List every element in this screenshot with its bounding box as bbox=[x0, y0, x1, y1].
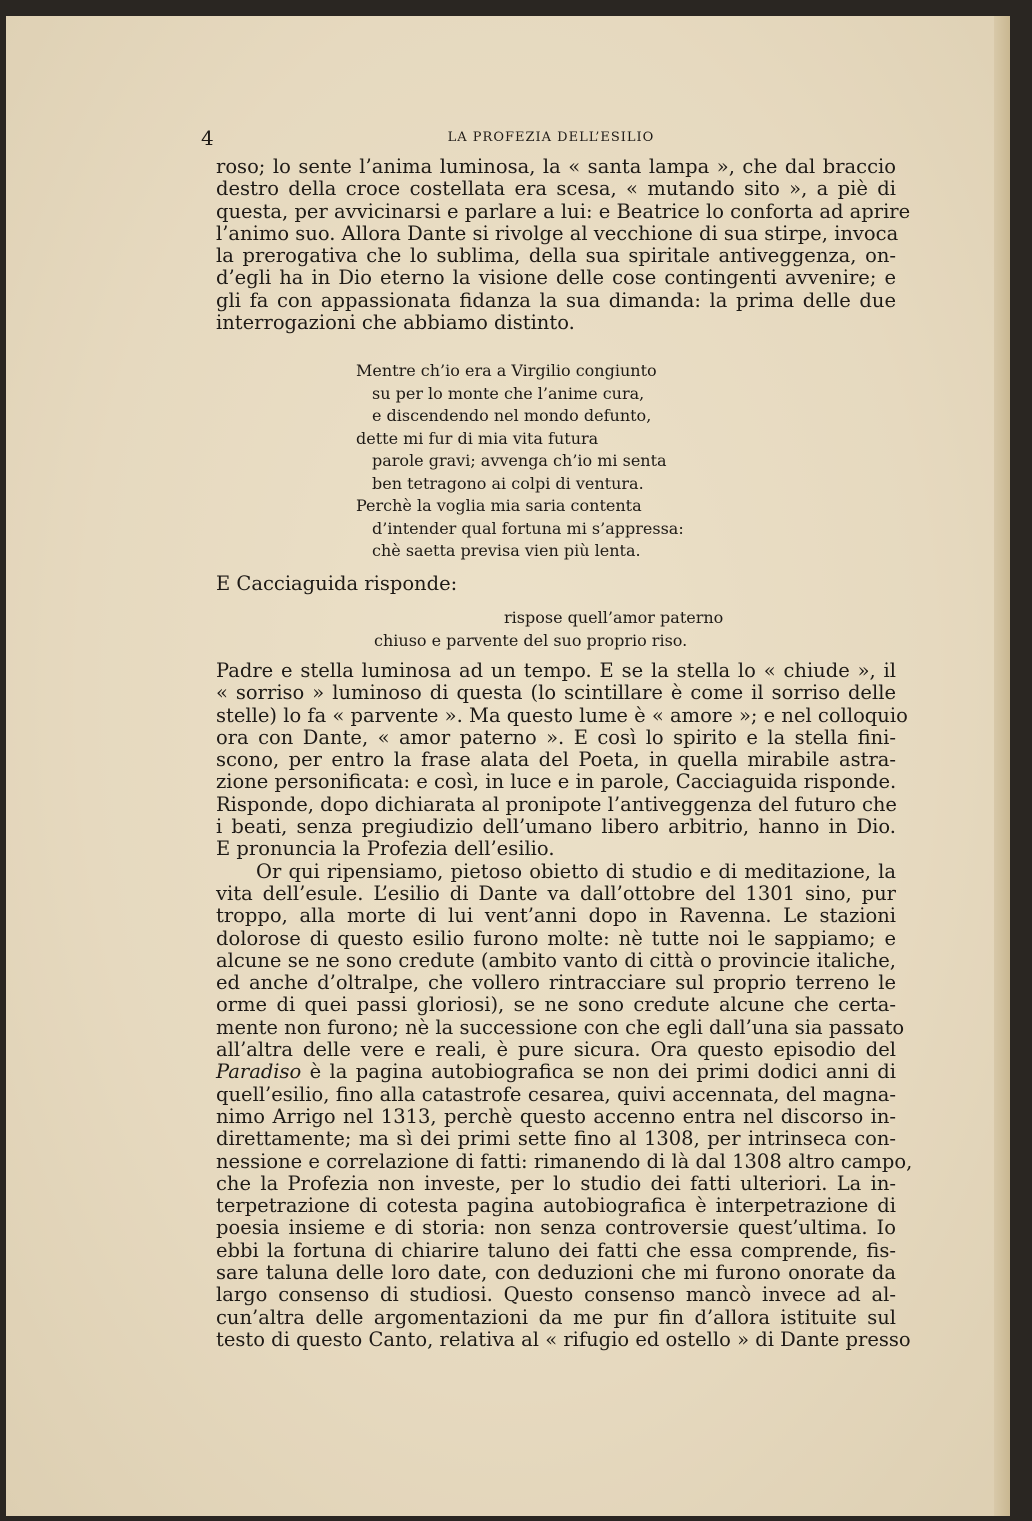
text-line: « sorriso » luminoso di questa (lo scintillare è come il sorriso delle bbox=[216, 681, 896, 705]
text-line: direttamente; ma sì dei primi sette fino al 1308, per intrinseca con- bbox=[216, 1127, 896, 1151]
text-line: la prerogativa che lo sublima, della sua spiritale antiveggenza, on- bbox=[216, 244, 896, 268]
text-line: E pronuncia la Profezia dell’esilio. bbox=[216, 837, 555, 861]
text-line: che la Profezia non investe, per lo studio dei fatti ulteriori. La in- bbox=[216, 1171, 896, 1195]
text-line: quell’esilio, fino alla catastrofe cesarea, quivi accennata, del magna- bbox=[216, 1082, 896, 1106]
prose-paragraph-bottom bbox=[216, 659, 913, 1351]
running-head bbox=[201, 126, 901, 150]
text-line: destro della croce costellata era scesa, « mutando sito », a piè di bbox=[216, 177, 896, 201]
verse-line: e discendendo nel mondo defunto, bbox=[372, 406, 652, 425]
text-line: ebbi la fortuna di chiarire taluno dei fatti che essa comprende, fis- bbox=[216, 1238, 896, 1262]
text-line: mente non furono; nè la successione con che egli dall’una sia passato bbox=[216, 1015, 905, 1039]
book-page bbox=[6, 16, 1010, 1516]
text-line: sare taluna delle loro date, con deduzioni che mi furono onorate da bbox=[216, 1261, 896, 1285]
text-line: scono, per entro la frase alata del Poeta, in quella mirabile astra- bbox=[216, 748, 896, 772]
text-line: zione personificata: e così, in luce e in parole, Cacciaguida risponde. bbox=[216, 770, 897, 794]
quote-line: rispose quell’amor paterno bbox=[504, 608, 724, 627]
text-line: nimo Arrigo nel 1313, perchè questo accenno entra nel discorso in- bbox=[216, 1104, 896, 1128]
verse-line: parole gravi; avvenga ch’io mi senta bbox=[372, 451, 667, 470]
verse-line: dette mi fur di mia vita futura bbox=[356, 428, 599, 448]
text-line: Paradiso è la pagina autobiografica se non dei primi dodici anni di bbox=[216, 1060, 896, 1084]
quote-line: chiuso e parvente del suo proprio riso. bbox=[374, 631, 688, 650]
short-quotation bbox=[374, 606, 744, 652]
text-line: Padre e stella luminosa ad un tempo. E se la stella lo « chiude », il bbox=[216, 659, 896, 682]
intro-line: E Cacciaguida risponde: bbox=[216, 572, 458, 595]
running-title: LA PROFEZIA DELL’ESILIO bbox=[447, 130, 655, 145]
text-line: testo di questo Canto, relativa al « rifugio ed ostello » di Dante presso bbox=[216, 1327, 911, 1351]
text-line: orme di quei passi gloriosi), se ne sono credute alcune che certa- bbox=[216, 993, 896, 1017]
page-edge bbox=[994, 16, 1010, 1516]
verse-line: d’intender qual fortuna mi s’appressa: bbox=[372, 518, 684, 538]
text-line: i beati, senza pregiudizio dell’umano libero arbitrio, hanno in Dio. bbox=[216, 815, 896, 839]
text-line: gli fa con appassionata fidanza la sua dimanda: la prima delle due bbox=[216, 288, 896, 312]
verse-line: Mentre ch’io era a Virgilio congiunto bbox=[356, 361, 657, 380]
text-line: d’egli ha in Dio eterno la visione delle cose contingenti avvenire; e bbox=[216, 266, 896, 290]
text-line: alcune se ne sono credute (ambito vanto di città o provincie italiche, bbox=[216, 948, 896, 972]
verse-line: Perchè la voglia mia saria contenta bbox=[356, 496, 642, 515]
text-line: stelle) lo fa « parvente ». Ma questo lume è « amore »; e nel colloquio bbox=[216, 703, 908, 727]
text-line: all’altra delle vere e reali, è pure sicura. Ora questo episodio del bbox=[216, 1038, 896, 1062]
text-line: Or qui ripensiamo, pietoso obietto di studio e di meditazione, la bbox=[256, 859, 896, 883]
text-line: nessione e correlazione di fatti: rimanendo di là dal 1308 altro campo, bbox=[216, 1149, 913, 1173]
text-line: ed anche d’oltralpe, che vollero rintracciare sul proprio terreno le bbox=[216, 971, 896, 995]
text-line: largo consenso di studiosi. Questo consenso mancò invece ad al- bbox=[216, 1283, 896, 1307]
text-line: vita dell’esule. L’esilio di Dante va dall’ottobre del 1301 sino, pur bbox=[216, 881, 896, 905]
verse-line: chè saetta previsa vien più lenta. bbox=[372, 541, 641, 560]
text-line: ora con Dante, « amor paterno ». E così lo spirito e la stella fini- bbox=[216, 725, 896, 749]
text-line: interrogazioni che abbiamo distinto. bbox=[216, 311, 575, 335]
text-line: poesia insieme e di storia: non senza controversie quest’ultima. Io bbox=[216, 1216, 896, 1240]
text-line: troppo, alla morte di lui vent’anni dopo in Ravenna. Le stazioni bbox=[216, 904, 896, 928]
text-line: dolorose di questo esilio furono molte: nè tutte noi le sappiamo; e bbox=[216, 926, 896, 950]
verse-line: ben tetragono ai colpi di ventura. bbox=[372, 473, 644, 493]
text-line: cun’altra delle argomentazioni da me pur fin d’allora istituite sul bbox=[216, 1305, 896, 1329]
prose-paragraph-top bbox=[216, 155, 911, 335]
verse-line: su per lo monte che l’anime cura, bbox=[372, 383, 645, 403]
text-line: l’animo suo. Allora Dante si rivolge al vecchione di sua stirpe, invoca bbox=[216, 221, 899, 245]
page-number: 4 bbox=[201, 126, 214, 150]
text-line: terpetrazione di cotesta pagina autobiografica è interpetrazione di bbox=[216, 1194, 896, 1218]
text-line: Risponde, dopo dichiarata al pronipote l’antiveggenza del futuro che bbox=[216, 792, 897, 816]
text-line: roso; lo sente l’anima luminosa, la « santa lampa », che dal braccio bbox=[216, 155, 896, 178]
verse-quotation bbox=[356, 360, 684, 563]
text-line: questa, per avvicinarsi e parlare a lui: e Beatrice lo conforta ad aprire bbox=[216, 199, 911, 223]
